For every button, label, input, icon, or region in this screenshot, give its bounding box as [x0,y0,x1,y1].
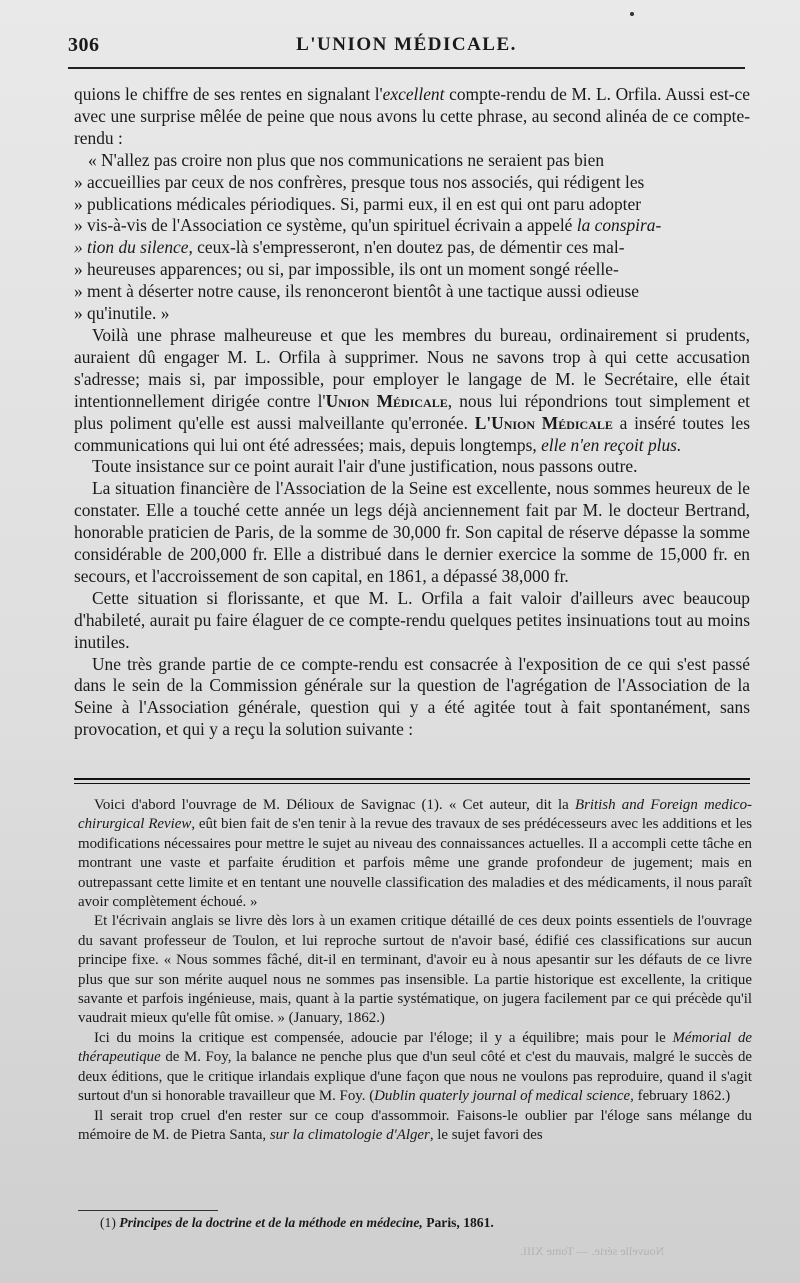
footnote-title: Principes de la doctrine et de la méthode en médecine, [119,1215,423,1230]
main-text [74,84,750,741]
quote-line: » heureuses apparences; ou si, par impossible, ils ont un moment songé réelle- [74,259,619,280]
ink-spot [630,12,634,16]
quote-line: » publications médicales périodiques. Si, parmi eux, il en est qui ont paru adopter [74,193,641,214]
footnote-marker: (1) [100,1215,116,1230]
page-header [68,32,745,62]
bleed-through-text: Nouvelle série. — Tome XIII. [520,1244,665,1258]
paragraph: Cette situation si florissante, et que M. L. Orfila a fait valoir d'ailleurs avec beaucoup d'habileté, aurait pu faire élaguer de ce compte-rendu quelques petites insinuations tout au moins inutiles. [74,587,750,652]
quote-line: » tion du silence, ceux-là s'empresseront, n'en doutez pas, de démentir ces mal- [74,237,625,258]
quote-line: « N'allez pas croire non plus que nos communications ne seraient pas bien [88,149,605,170]
footnote-rule [78,1210,218,1211]
footnote [100,1214,752,1232]
page-number: 306 [68,34,100,56]
paragraph: Voilà une phrase malheureuse et que les membres du bureau, ordinairement si prudents, auraient dû engager M. L. Orfila à supprimer. Nous ne savons trop à qui cette accusation s'adresse; mais si, par impossible, pour employer le langage de M. le Secrétaire, elle était intentionnellement dirigée contre l'Union Médicale, nous lui répondrions tout simplement et plus poliment qu'elle est aussi malveillante qu'erronée. L'Union Médicale a inséré toutes les communications qui lui ont été adressées; mais, depuis longtemps, elle n'en reçoit plus. [74,324,751,455]
quotation-continued [74,172,750,325]
paragraph: La situation financière de l'Association de la Seine est excellente, nous sommes heureux de le constater. Elle a touché cette année un legs déjà anciennement fait par M. le docteur Bertrand, honorable praticien de Paris, de la somme de 30,000 fr. Son capital de réserve dépasse la somme considérable de 200,000 fr. Elle a distribué dans le dernier exercice la somme de 15,000 fr. en secours, et l'accroissement de son capital, en 1861, a dépassé 38,000 fr. [74,478,750,586]
paragraph-continuation: quions le chiffre de ses rentes en signalant l'excellent compte-rendu de M. L. Orfila. Aussi est-ce avec une surprise mêlée de peine que nous avons lu cette phrase, au second alinéa de ce compte-rendu : [74,84,750,148]
paragraph: Toute insistance sur ce point aurait l'air d'une justification, nous passons outre. [92,456,638,477]
note-paragraph: Et l'écrivain anglais se livre dès lors à un examen critique détaillé de ces deux points essentiels de l'ouvrage du savant professeur de Toulon, et lui reproche surtout de n'avoir basé, édifié ces classifications sur aucun principe fixe. « Nous sommes fâché, dit-il en terminant, d'avoir eu à nous apesantir sur les défauts de ce livre plus que sur son mérite auquel nous ne sommes pas insensible. La partie historique est excellente, la critique savante et parfois ingénieuse, mais, quant à la partie systématique, on jugera facilement par ce qui précède qu'il vaudrait mieux qu'elle fût omise. » (January, 1862.) [78,913,752,1027]
header-rule [68,67,745,69]
running-title: L'UNION MÉDICALE. [296,34,517,55]
paragraph: Une très grande partie de ce compte-rendu est consacrée à l'exposition de ce qui s'est passé dans le sein de la Commission générale sur la question de l'agrégation de l'Association de la Seine à l'Association générale, question qui y a été agitée tout à fait spontanément, sans provocation, et qui y a reçu la solution suivante : [74,653,750,740]
quote-line: » accueillies par ceux de nos confrères, presque tous nos associés, qui rédigent les [74,171,645,192]
quotation [74,150,750,172]
note-paragraph: Il serait trop cruel d'en rester sur ce coup d'assommoir. Faisons-le oublier par l'éloge sans mélange du mémoire de M. de Pietra Santa, sur la climatologie d'Alger, le sujet favori des [78,1107,752,1143]
footnote-rest: Paris, 1861. [422,1215,494,1230]
quote-line: » vis-à-vis de l'Association ce système, qu'un spirituel écrivain a appelé la conspira- [74,215,662,236]
note-paragraph: Ici du moins la critique est compensée, adoucie par l'éloge; il y a équilibre; mais pour le Mémorial de thérapeutique de M. Foy, la balance ne penche plus que d'un seul côté et c'est du mauvais, malgré le succès de deux éditions, que le critique irlandais explique d'une façon que nous ne voulons pas reproduire, quand il s'agit surtout d'un si honorable travailleur que M. Foy. (Dublin quaterly journal of medical science, february 1862.) [78,1029,752,1105]
quote-line: » ment à déserter notre cause, ils renonceront bientôt à une tactique aussi odieuse [74,281,639,302]
note-paragraph: Voici d'abord l'ouvrage de M. Délioux de Savignac (1). « Cet auteur, dit la British and Foreign medico-chirurgical Review, eût bien fait de s'en tenir à la revue des travaux de ses prédécesseurs avec les additions et les modifications nécessaires pour mettre le sujet au niveau des connaissances actuelles. Il a accompli cette tâche en montrant une vaste et parfaite érudition et parfois même une grande profondeur de jugement; mais en outrepassant cette limite et en tentant une nouvelle classification des maladies et des médicaments, il nous paraît avoir complètement échoué. » [78,797,752,911]
feuilleton-text [78,796,752,1145]
quote-line: » qu'inutile. » [74,303,170,324]
section-separator [74,778,750,783]
